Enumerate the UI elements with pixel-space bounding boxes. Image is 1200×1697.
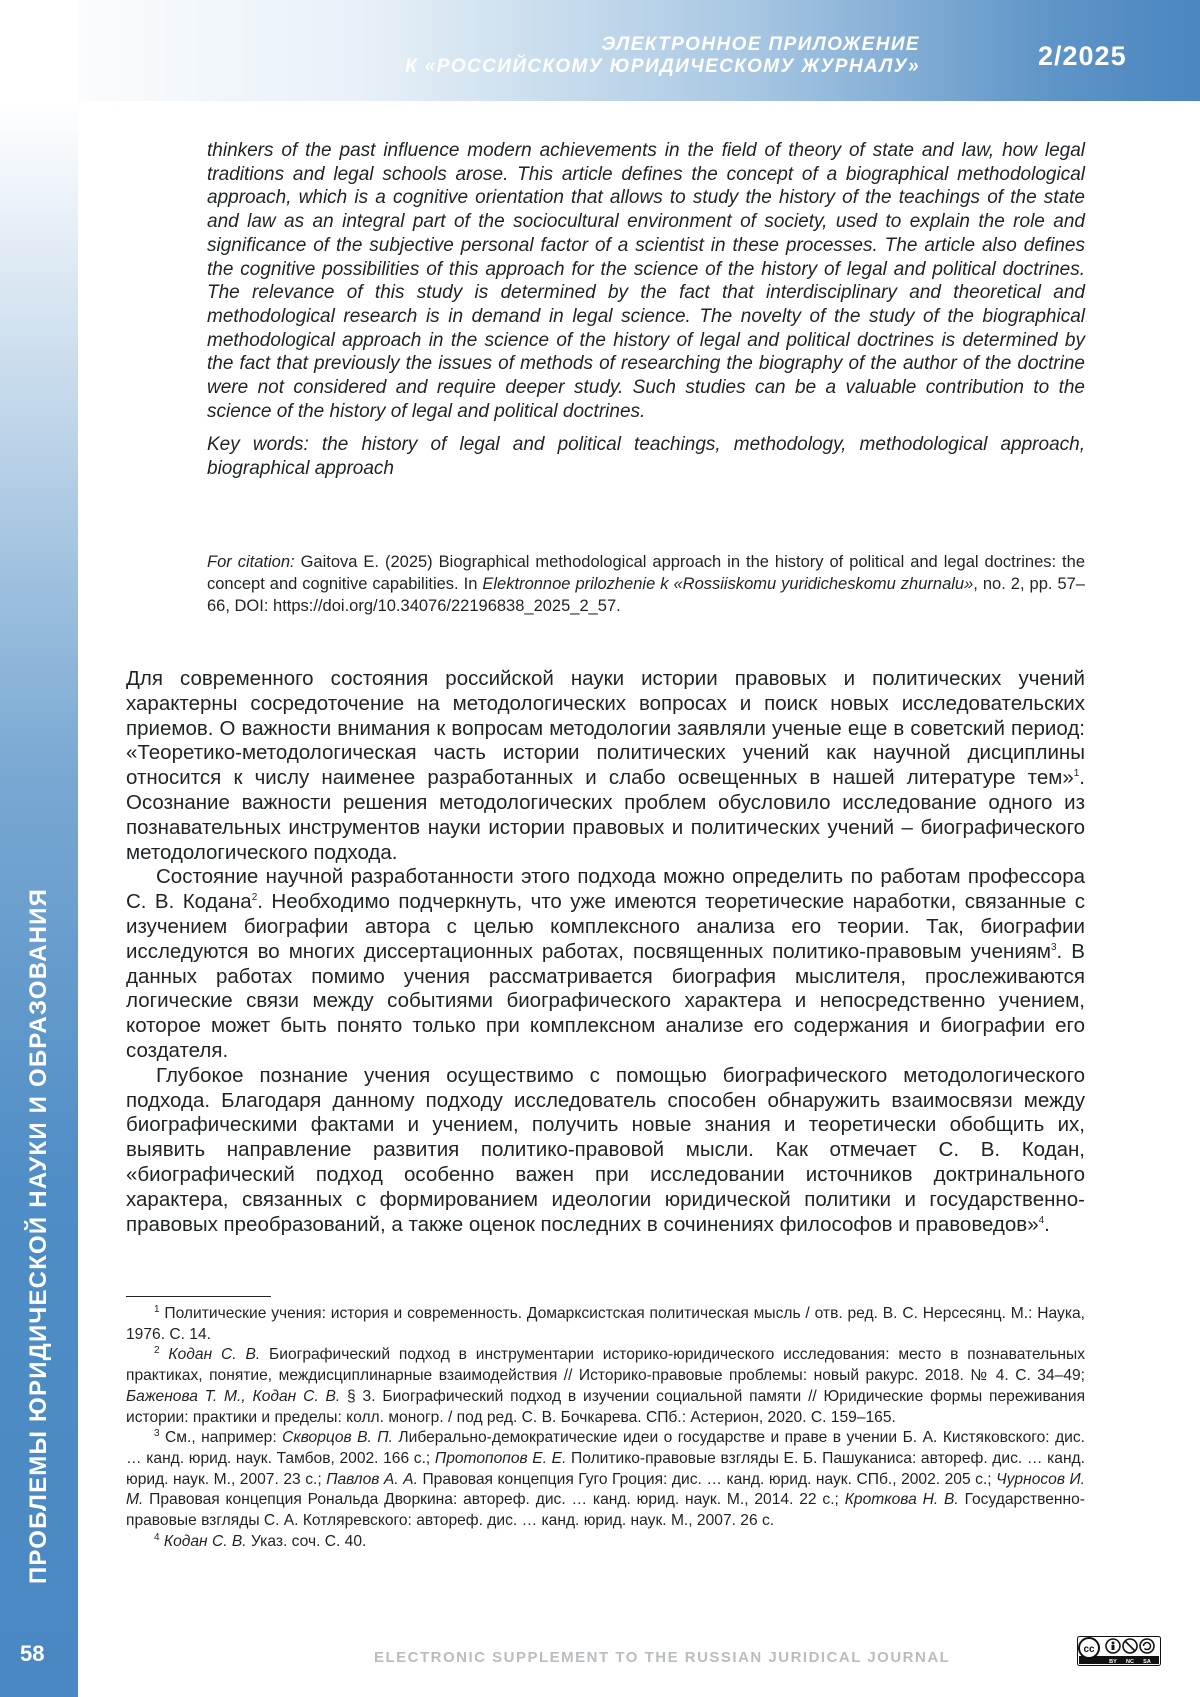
journal-title-line2: К «РОССИЙСКОМУ ЮРИДИЧЕСКОМУ ЖУРНАЛУ» (405, 56, 920, 77)
paragraph (126, 865, 1085, 1063)
cc-label: cc (1083, 1644, 1095, 1655)
section-title: ПРОБЛЕМЫ ЮРИДИЧЕСКОЙ НАУКИ И ОБРАЗОВАНИЯ (25, 887, 52, 1585)
footnote-text: См., например: (159, 1429, 283, 1447)
journal-title (200, 34, 920, 78)
footnote-number: 3 (154, 1428, 160, 1440)
footnote-text: Политико-правовые взгляды Е. Б. Пашуканиса: автореф. дис. … канд. юрид. наук. М., 2007. 23 с.; (126, 1449, 1085, 1488)
footnote-ref[interactable]: 4 (1038, 1214, 1045, 1226)
paragraph-text: . В данных работах помимо учения рассматривается биография мыслителя, прослеживаются логические связи между событиями биографического характера и непосредственно учением, которое может быть понято только при комплексном анализе его содержания и биографии его создателя. (126, 939, 1085, 1062)
footnote-author: Скворцов В. П. (282, 1429, 393, 1447)
citation-text: Gaitova E. (2025) Biographical methodological approach in the history of political and legal doctrines: the concept and cognitive capabilities. In (207, 553, 1085, 593)
footnote-ref[interactable]: 3 (1050, 941, 1057, 953)
footnotes (126, 1304, 1085, 1552)
issue-number: 2/2025 (1038, 41, 1127, 71)
citation-label: For citation: (207, 553, 295, 571)
footer-journal-name: ELECTRONIC SUPPLEMENT TO THE RUSSIAN JURIDICAL JOURNAL (374, 1649, 951, 1666)
footnote-number: 2 (154, 1345, 160, 1357)
article-body (126, 667, 1085, 1237)
paragraph (126, 667, 1085, 865)
footnote-3 (126, 1428, 1085, 1532)
footnote-divider (126, 1296, 271, 1297)
cc-sa-icon (1140, 1639, 1154, 1653)
cc-sa-text: SA (1143, 1659, 1151, 1665)
footnote-author: Кодан С. В. (159, 1532, 247, 1550)
footnote-author: Кодан С. В. (168, 1346, 261, 1364)
footnote-author: Протопопов Е. Е. (434, 1449, 567, 1467)
paragraph-text: Состояние научной разработанности этого подхода можно определить по работам профессора С. В. Кодана (126, 865, 1085, 914)
paragraph-text: Глубокое познание учения осуществимо с помощью биографического методологического подхода. Благодаря данному подходу исследователь способен обнаружить взаимосвязи между биографическими фактами и учением, получить новые знания и теоретически обобщить их, выявить направление развития политико-правовой мысли. Как отмечает С. В. Кодан, «биографический подход особенно важен при исследовании источников доктринального характера, связанных с формированием идеологии юридической политики и государственно-правовых преобразований, а также оценок последних в сочинениях философов и правоведов» (126, 1063, 1085, 1236)
abstract-text: thinkers of the past influence modern achievements in the field of theory of state and law, how legal traditions and legal schools arose. This article defines the concept of a biographical methodological approach, which is a cognitive orientation that allows to study the history of the teachings of the state and law as an integral part of the sociocultural environment of society, used to explain the role and significance of the subjective personal factor of a scientist in these processes. The article also defines the cognitive possibilities of this approach for the science of the history of legal and political doctrines. The relevance of this study is determined by the fact that interdisciplinary and theoretical and methodological research is in demand in legal science. The novelty of the study of the biographical methodological approach in the science of the history of legal and political doctrines is determined by the fact that previously the issues of methods of researching the biography of the author of the doctrine were not considered and require deeper study. Such studies can be a valuable contribution to the science of the history of legal and political doctrines. (207, 140, 1085, 422)
paragraph-text: . (1044, 1212, 1050, 1236)
footnote-text: Политические учения: история и современность. Домарксистская политическая мысль / отв. ред. В. С. Нерсесянц. М.: Наука, 1976. С. 14. (126, 1305, 1085, 1343)
footnote-author: Баженова Т. М., Кодан С. В. (126, 1387, 341, 1405)
cc-by-body (1112, 1645, 1115, 1650)
footnote-ref[interactable]: 1 (1073, 768, 1080, 780)
footnote-ref[interactable]: 2 (251, 892, 258, 904)
cc-nc-text: NC (1126, 1659, 1134, 1665)
english-abstract (207, 139, 1085, 481)
paragraph-text: Для современного состояния российской науки истории правовых и политических учений характерны сосредоточение на методологических вопросах и поиск новых исследовательских приемов. О важности внимания к вопросам методологии заявляли ученые еще в советский период: «Теоретико-методологическая часть истории политических учений как научной дисциплины относится к числу наименее разработанных и слабо освещенных в нашей литературе тем» (126, 667, 1085, 790)
footnote-text: Государственно-правовые взгляды С. А. Котляревского: автореф. дис. … канд. юрид. наук. М., 2007. 26 с. (126, 1491, 1085, 1530)
footnote-1 (126, 1304, 1085, 1345)
footnote-text: Правовая концепция Рональда Дворкина: автореф. дис. … канд. юрид. наук. М., 2014. 22 с.; (143, 1491, 845, 1509)
page-number: 58 (20, 1641, 45, 1666)
footnote-text: Правовая концепция Гуго Гроция: дис. … канд. юрид. наук. СПб., 2002. 205 с.; (417, 1470, 997, 1488)
paragraph-text: . Осознание важности решения методологических проблем обусловило исследование одного из познавательных инструментов науки истории правовых и политических учений – биографического методологического подхода. (126, 766, 1085, 864)
section-sidebar (0, 0, 78, 1697)
footnote-text: Указ. соч. С. 40. (246, 1532, 367, 1550)
paragraph-text: . Необходимо подчеркнуть, что уже имеются теоретические наработки, связанные с изучением биографии автора с целью комплексного анализа его теории. Так, биографии исследуются во многих диссертационных работах, посвященных политико-правовым учениям (126, 890, 1085, 963)
footnote-4 (126, 1532, 1085, 1553)
footnote-number: 4 (154, 1531, 160, 1543)
footnote-text: Биографический подход в инструментарии историко-юридического исследования: место в познавательных практиках, понятие, междисциплинарные взаимодействия // Историко-правовые проблемы: новый ракурс. 2018. № 4. С. 34–49; (126, 1346, 1085, 1385)
footnote-number: 1 (154, 1303, 160, 1315)
keywords: Key words: the history of legal and political teachings, methodology, methodological approach, biographical approach (207, 434, 1085, 480)
cc-license-icon[interactable] (1077, 1636, 1161, 1666)
footnote-2 (126, 1345, 1085, 1428)
footnote-text: Либерально-демократические идеи о государстве и праве в учении Б. А. Кистяковского: дис. … канд. юрид. наук. Тамбов, 2002. 166 с.; (126, 1429, 1086, 1467)
footnote-author: Павлов А. А. (326, 1470, 418, 1488)
citation-journal: Elektronnoe prilozhenie k «Rossiiskomu yuridicheskomu zhurnalu» (482, 575, 974, 593)
journal-title-line1: ЭЛЕКТРОННОЕ ПРИЛОЖЕНИЕ (601, 34, 920, 55)
page-header (0, 0, 1200, 101)
citation-doi: , no. 2, pp. 57–66, DOI: https://doi.org/10.34076/22196838_2025_2_57. (207, 575, 1085, 615)
paragraph (126, 1064, 1085, 1238)
cc-by-head (1112, 1642, 1115, 1645)
cc-by-text: BY (1109, 1659, 1117, 1665)
footnote-author: Кроткова Н. В. (844, 1491, 959, 1509)
footnote-author: Чурносов И. М. (126, 1470, 1085, 1509)
footnote-text: § 3. Биографический подход в изучении социальной памяти // Юридические формы переживания истории: практики и пределы: колл. моногр. / под ред. С. В. Бочкарева. СПб.: Астерион, 2020. С. 159–165. (126, 1387, 1086, 1426)
citation (207, 551, 1085, 617)
